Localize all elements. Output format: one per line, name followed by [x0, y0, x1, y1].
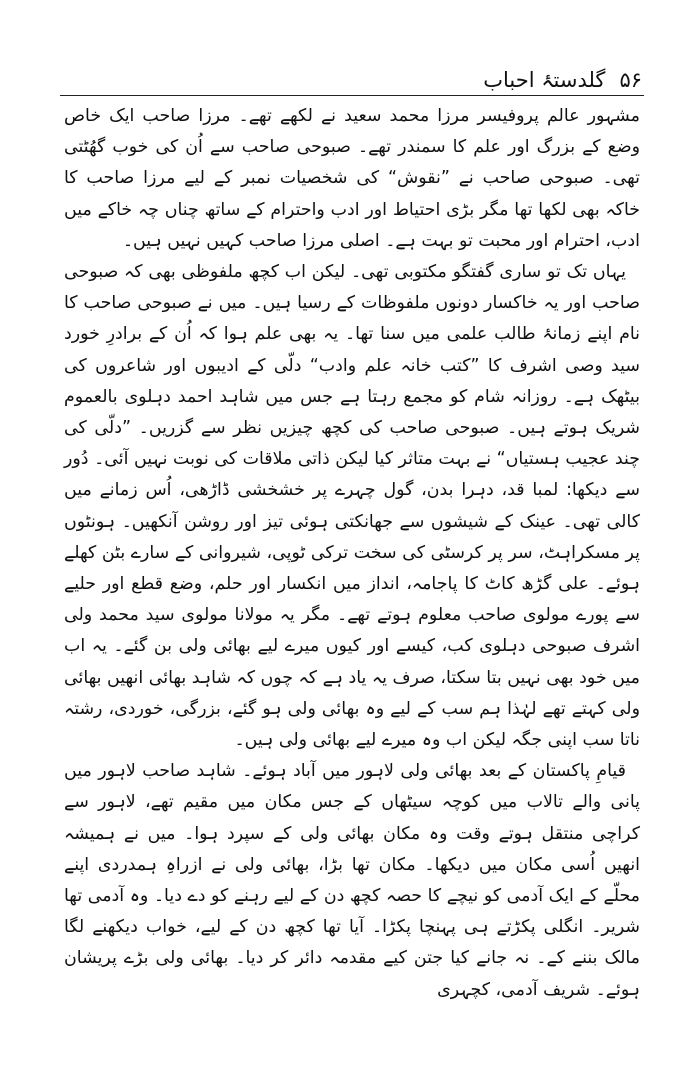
- header-rule: [60, 95, 644, 96]
- page-number: ۵۶: [619, 68, 642, 92]
- body-text: [64, 101, 640, 1006]
- book-title: گلدستۂ احباب: [483, 68, 606, 92]
- paragraph-3: قیامِ پاکستان کے بعد بھائی ولی لاہور میں آباد ہوئے۔ شاہد صاحب لاہور میں پانی والے تالاب میں کوچہ سیٹھاں کے جس مکان میں مقیم تھے، لاہور سے کراچی منتقل ہوتے وقت وہ مکان بھائی ولی کے سپرد ہوا۔ میں نے ہمیشہ انھیں اُسی مکان میں دیکھا۔ مکان تھا بڑا، بھائی ولی نے ازراہِ ہمدردی اپنے محلّے کے ایک آدمی کو نیچے کا حصہ کچھ دن کے لیے رہنے کو دے دیا۔ وہ آدمی تھا شریر۔ انگلی پکڑتے ہی پہنچا پکڑا۔ آیا تھا کچھ دن کے لیے، خواب دیکھنے لگا مالک بننے کے۔ نہ جانے کیا جتن کیے مقدمہ دائر کر دیا۔ بھائی ولی بڑے پریشان ہوئے۔ شریف آدمی، کچہری: [64, 761, 640, 1000]
- paragraph-1: مشہور عالم پروفیسر مرزا محمد سعید نے لکھے تھے۔ مرزا صاحب ایک خاص وضع کے بزرگ اور علم کا سمندر تھے۔ صبوحی صاحب سے اُن کی خوب گھُٹتی تھی۔ صبوحی صاحب نے ”نقوش“ کی شخصیات نمبر کے لیے مرزا صاحب کا خاکہ بھی لکھا تھا مگر بڑی احتیاط اور ادب واحترام کے ساتھ چناں چہ خاکے میں ادب، احترام اور محبت تو بہت ہے۔ اصلی مرزا صاحب کہیں نہیں ہیں۔: [64, 106, 640, 251]
- paragraph-2: یہاں تک تو ساری گفتگو مکتوبی تھی۔ لیکن اب کچھ ملفوظی بھی کہ صبوحی صاحب اور یہ خاکسار دونوں ملفوظات کے رسیا ہیں۔ میں نے صبوحی صاحب کا نام اپنے زمانۂ طالب علمی میں سنا تھا۔ یہ بھی علم ہوا کہ اُن کے برادرِ خورد سید وصی اشرف کا ”کتب خانہ علم وادب“ دلّی کے ادیبوں اور شاعروں کی بیٹھک ہے۔ روزانہ شام کو مجمع رہتا ہے جس میں شاہد احمد دہلوی بالعموم شریک ہوتے ہیں۔ صبوحی صاحب کی کچھ چیزیں نظر سے گزریں۔ ”دلّی کی چند عجیب ہستیاں“ نے بہت متاثر کیا لیکن ذاتی ملاقات کی نوبت نہیں آئی۔ دُور سے دیکھا: لمبا قد، دہرا بدن، گول چہرے پر خشخشی ڈاڑھی، اُس زمانے میں کالی تھی۔ عینک کے شیشوں سے جھانکتی ہوئی تیز اور روشن آنکھیں۔ ہونٹوں پر مسکراہٹ، سر پر کرسٹی کی سخت ترکی ٹوپی، شیروانی کے سارے بٹن کھلے ہوئے۔ علی گڑھ کاٹ کا پاجامہ، انداز میں انکسار اور حلم، وضع قطع اور حلیے سے پورے مولوی صاحب معلوم ہوتے تھے۔ مگر یہ مولانا مولوی سید محمد ولی اشرف صبوحی دہلوی کب، کیسے اور کیوں میرے لیے بھائی ولی بن گئے۔ یہ اب میں خود بھی نہیں بتا سکتا، صرف یہ یاد ہے کہ چوں کہ شاہد بھائی انھیں بھائی ولی کہتے تھے لہٰذا ہم سب کے لیے وہ بھائی ولی ہو گئے، بزرگی، خوردی، رشتہ ناتا سب اپنی جگہ لیکن اب وہ میرے لیے بھائی ولی ہیں۔: [64, 262, 640, 751]
- running-header: [62, 58, 642, 92]
